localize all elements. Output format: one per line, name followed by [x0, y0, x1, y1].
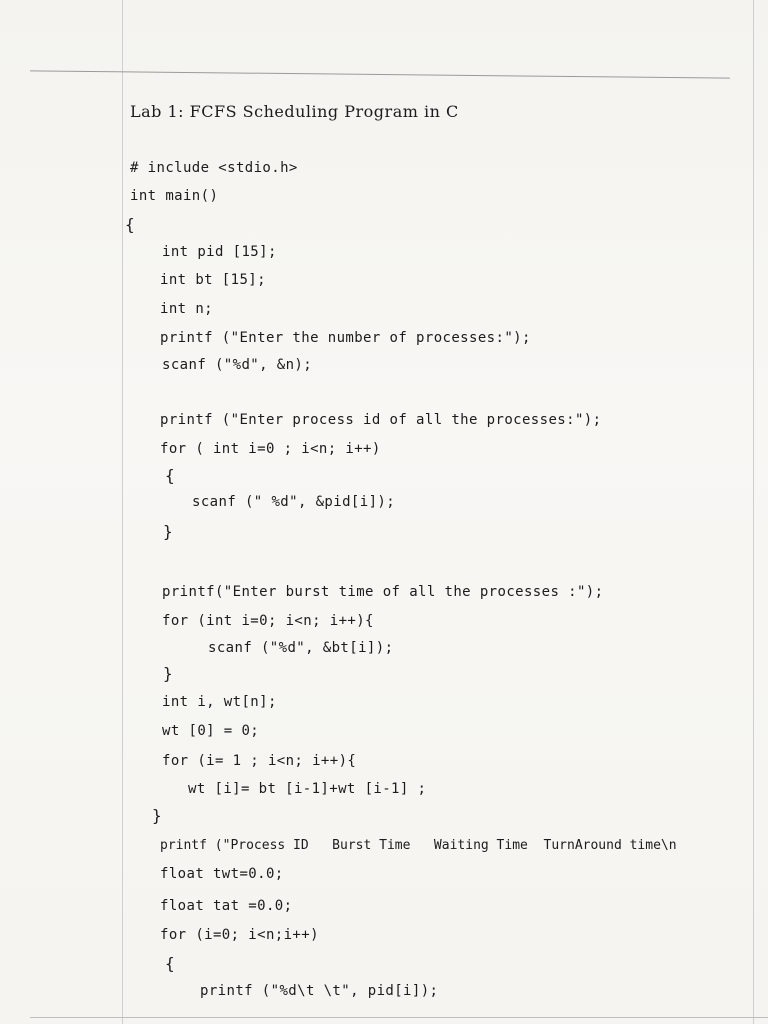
code-line: scanf ("%d", &n);	[162, 357, 313, 373]
code-line: }	[163, 664, 174, 683]
code-line: for ( int i=0 ; i<n; i++)	[160, 441, 381, 457]
code-line: {	[165, 466, 176, 485]
code-line: wt [i]= bt [i-1]+wt [i-1] ;	[188, 781, 427, 797]
code-line: for (int i=0; i<n; i++){	[162, 613, 374, 629]
code-line: float tat =0.0;	[160, 898, 293, 914]
code-line: printf("Enter burst time of all the processes :");	[162, 584, 604, 600]
margin-line	[122, 0, 123, 1024]
code-line: int main()	[130, 188, 219, 204]
code-line: wt [0] = 0;	[162, 723, 260, 739]
code-line: # include <stdio.h>	[130, 160, 298, 176]
code-line: {	[165, 954, 176, 973]
page-title: Lab 1: FCFS Scheduling Program in C	[130, 102, 459, 121]
code-line: }	[163, 522, 174, 541]
right-edge-line	[753, 0, 754, 1024]
bottom-rule-line	[30, 1017, 768, 1018]
code-line: scanf (" %d", &pid[i]);	[192, 494, 396, 510]
code-line: int bt [15];	[160, 272, 266, 288]
code-line: printf ("Enter process id of all the processes:");	[160, 412, 602, 428]
code-line: int n;	[160, 301, 213, 317]
code-line: printf ("%d\t \t", pid[i]);	[200, 983, 439, 999]
code-line: for (i= 1 ; i<n; i++){	[162, 753, 357, 769]
code-line: scanf ("%d", &bt[i]);	[208, 640, 394, 656]
top-rule-line	[30, 70, 730, 78]
code-line: {	[125, 215, 136, 234]
code-line: printf ("Enter the number of processes:");	[160, 330, 531, 346]
code-line: printf ("Process ID Burst Time Waiting Time TurnAround time\n	[160, 838, 677, 853]
code-line: for (i=0; i<n;i++)	[160, 927, 319, 943]
code-line: }	[152, 806, 163, 825]
code-line: int i, wt[n];	[162, 694, 277, 710]
code-line: float twt=0.0;	[160, 866, 284, 882]
code-line: int pid [15];	[162, 244, 277, 260]
